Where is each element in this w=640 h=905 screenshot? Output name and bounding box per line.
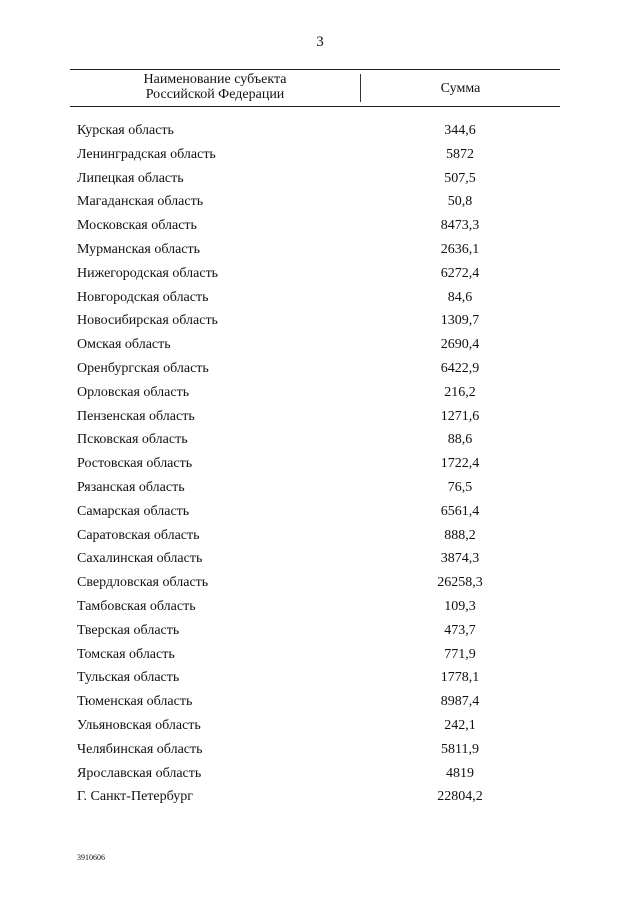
region-name: Тульская область (77, 670, 180, 686)
table-row (0, 145, 640, 169)
table-row (0, 454, 640, 478)
table-row (0, 192, 640, 216)
region-sum: 22804,2 (437, 789, 483, 805)
table-row (0, 311, 640, 335)
table-row (0, 764, 640, 788)
region-sum: 344,6 (444, 123, 476, 138)
region-name: Рязанская область (77, 479, 185, 495)
region-name: Ленинградская область (77, 146, 216, 162)
region-name: Нижегородская область (77, 265, 219, 281)
region-sum: 5811,9 (441, 741, 479, 757)
region-name: Мурманская область (77, 241, 201, 257)
region-sum: 2636,1 (440, 241, 480, 257)
table-body (0, 121, 640, 811)
region-name: Орловская область (77, 384, 190, 400)
region-name: Липецкая область (77, 170, 184, 186)
table-row (0, 502, 640, 526)
region-sum: 76,5 (447, 479, 473, 495)
region-name: Саратовская область (77, 527, 200, 543)
region-name: Московская область (77, 218, 197, 234)
table-row (0, 169, 640, 193)
region-name: Сахалинская область (77, 551, 203, 567)
region-sum: 1778,1 (440, 670, 480, 686)
region-name: Пензенская область (77, 408, 195, 424)
table-row (0, 288, 640, 312)
region-sum: 1722,4 (440, 456, 480, 472)
region-name: Свердловская область (77, 575, 209, 591)
region-name: Магаданская область (77, 194, 204, 210)
column-header-sum: Сумма (440, 81, 481, 96)
table-row (0, 335, 640, 359)
table-row (0, 240, 640, 264)
region-sum: 2690,4 (440, 337, 480, 353)
table-row (0, 359, 640, 383)
table-row (0, 430, 640, 454)
region-sum: 26258,3 (437, 575, 483, 591)
region-sum: 771,9 (444, 646, 476, 662)
table-row (0, 526, 640, 550)
region-name: Курская область (77, 123, 174, 138)
region-sum: 6272,4 (440, 265, 480, 281)
table-row (0, 478, 640, 502)
region-name: Тверская область (77, 622, 180, 638)
region-name: Ярославская область (77, 765, 202, 781)
column-header-name-line2: Российской Федерации (145, 87, 285, 102)
table-row (0, 597, 640, 621)
region-sum: 50,8 (447, 194, 473, 210)
region-sum: 8987,4 (440, 694, 480, 710)
table-row (0, 407, 640, 431)
table-row (0, 383, 640, 407)
region-name: Тамбовская область (77, 598, 196, 614)
table-row (0, 573, 640, 597)
region-sum: 216,2 (444, 384, 476, 400)
region-name: Новосибирская область (77, 313, 218, 329)
region-name: Самарская область (77, 503, 190, 519)
table-row (0, 787, 640, 811)
region-sum: 1271,6 (440, 408, 480, 424)
region-name: Ульяновская область (77, 717, 201, 733)
column-header-name (70, 72, 360, 102)
table-row (0, 621, 640, 645)
region-sum: 473,7 (444, 622, 476, 638)
table-row (0, 668, 640, 692)
region-sum: 1309,7 (440, 313, 480, 329)
region-sum: 84,6 (447, 289, 473, 305)
region-name: Челябинская область (77, 741, 203, 757)
region-sum: 3874,3 (440, 551, 480, 567)
region-sum: 6561,4 (440, 503, 480, 519)
region-name: Оренбургская область (77, 360, 209, 376)
region-name: Г. Санкт-Петербург (77, 789, 193, 805)
table-row (0, 716, 640, 740)
region-sum: 88,6 (447, 432, 473, 448)
table-row (0, 264, 640, 288)
region-name: Ростовская область (77, 456, 193, 472)
region-sum: 109,3 (444, 598, 476, 614)
table-row (0, 549, 640, 573)
region-sum: 8473,3 (440, 218, 480, 234)
table-row (0, 740, 640, 764)
region-name: Томская область (77, 646, 175, 662)
table-row (0, 692, 640, 716)
table-row (0, 645, 640, 669)
region-sum: 242,1 (444, 717, 476, 733)
region-sum: 6422,9 (440, 360, 480, 376)
table-row (0, 121, 640, 145)
region-name: Тюменская область (77, 694, 193, 710)
region-sum: 4819 (446, 765, 474, 781)
column-header-name-line1: Наименование субъекта (143, 72, 287, 87)
region-name: Новгородская область (77, 289, 209, 305)
region-name: Омская область (77, 337, 171, 353)
region-sum: 5872 (446, 146, 474, 162)
region-sum: 507,5 (444, 170, 476, 186)
table-row (0, 216, 640, 240)
page-number: 3 (316, 34, 324, 50)
table-header (70, 69, 560, 107)
document-code: 3910606 (77, 853, 105, 862)
region-sum: 888,2 (444, 527, 476, 543)
region-name: Псковская область (77, 432, 188, 448)
